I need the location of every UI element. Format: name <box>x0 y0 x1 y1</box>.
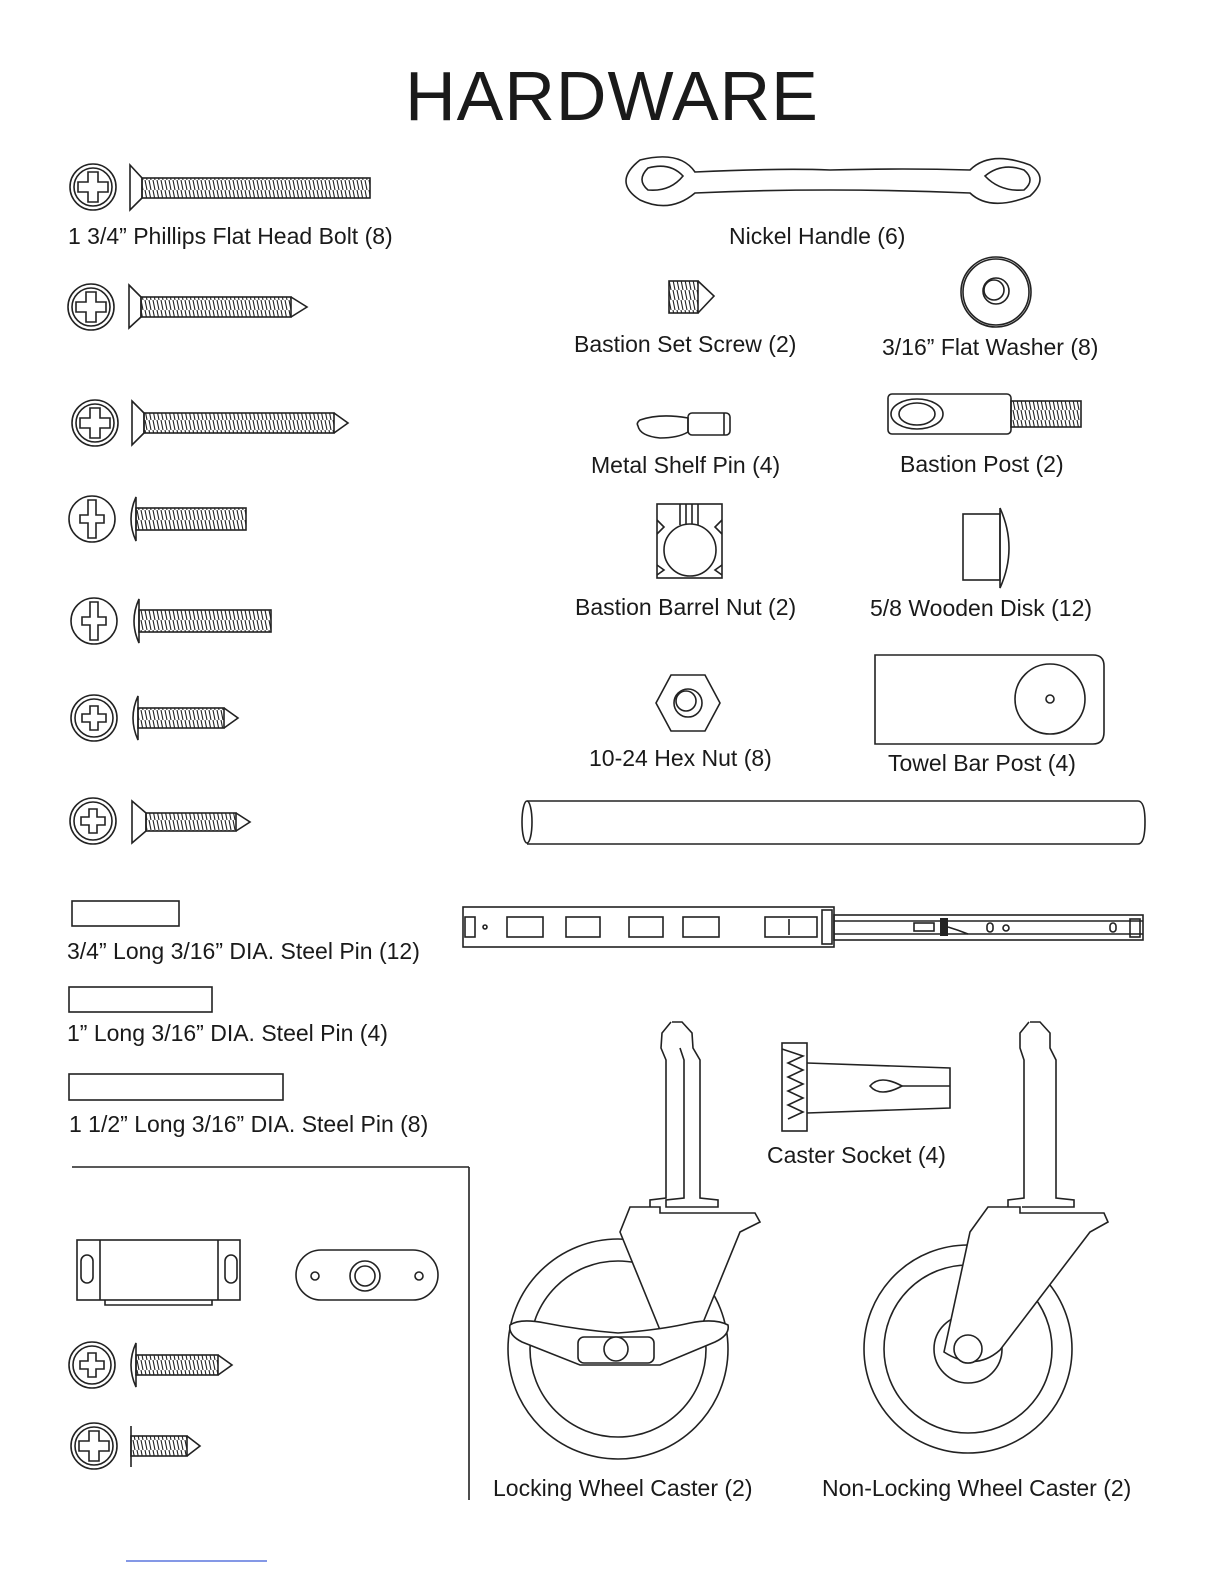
metal-shelf-pin-drawing <box>637 413 730 438</box>
wooden-disk-drawing <box>963 508 1009 588</box>
label-bastion-post: Bastion Post (2) <box>900 451 1064 477</box>
strike-plate-drawing <box>296 1250 438 1300</box>
label-pin-1: 1” Long 3/16” DIA. Steel Pin (4) <box>67 1020 388 1046</box>
label-pin-34: 3/4” Long 3/16” DIA. Steel Pin (12) <box>67 938 420 964</box>
bolt-4-drawing <box>69 496 246 542</box>
label-pin-112: 1 1/2” Long 3/16” DIA. Steel Pin (8) <box>69 1111 429 1137</box>
bastion-post-drawing <box>888 394 1081 434</box>
bastion-set-screw-drawing <box>669 281 714 313</box>
label-hex-nut: 10-24 Hex Nut (8) <box>589 745 772 771</box>
towel-bar-drawing <box>522 801 1145 844</box>
label-caster-socket: Caster Socket (4) <box>767 1142 946 1168</box>
locking-caster-drawing <box>508 1022 760 1459</box>
label-nickel-handle: Nickel Handle (6) <box>729 223 906 249</box>
hex-nut-drawing <box>656 675 720 731</box>
flat-head-bolt-drawing <box>70 164 370 210</box>
screw-6-drawing <box>71 695 238 741</box>
screw-2-drawing <box>68 284 307 330</box>
towel-bar-post-drawing <box>875 655 1104 744</box>
steel-pin-112-drawing <box>69 1074 283 1100</box>
label-locking-caster: Locking Wheel Caster (2) <box>493 1475 753 1501</box>
steel-pin-1-drawing <box>69 987 212 1012</box>
label-towel-bar-post: Towel Bar Post (4) <box>888 750 1076 776</box>
flat-washer-drawing <box>961 257 1031 327</box>
screw-9-drawing <box>71 1423 200 1469</box>
label-wooden-disk: 5/8 Wooden Disk (12) <box>870 595 1093 621</box>
magnetic-catch-drawing <box>77 1240 240 1305</box>
label-bastion-barrel-nut: Bastion Barrel Nut (2) <box>575 594 797 620</box>
drawer-slide-drawing <box>463 907 1143 947</box>
label-metal-shelf-pin: Metal Shelf Pin (4) <box>591 452 781 478</box>
screw-8-drawing <box>69 1342 232 1388</box>
screw-3-drawing <box>72 400 348 446</box>
steel-pin-34-drawing <box>72 901 179 926</box>
screw-7-drawing <box>70 798 250 844</box>
label-bastion-set-screw: Bastion Set Screw (2) <box>574 331 797 357</box>
nickel-handle-drawing <box>626 157 1040 206</box>
page-title: HARDWARE <box>405 57 819 135</box>
bolt-5-drawing <box>71 598 271 644</box>
bastion-barrel-nut-drawing <box>657 504 722 578</box>
caster-socket-drawing <box>782 1043 950 1131</box>
label-flat-washer: 3/16” Flat Washer (8) <box>882 334 1099 360</box>
label-non-locking-caster: Non-Locking Wheel Caster (2) <box>822 1475 1132 1501</box>
label-flat-head-bolt: 1 3/4” Phillips Flat Head Bolt (8) <box>68 223 393 249</box>
